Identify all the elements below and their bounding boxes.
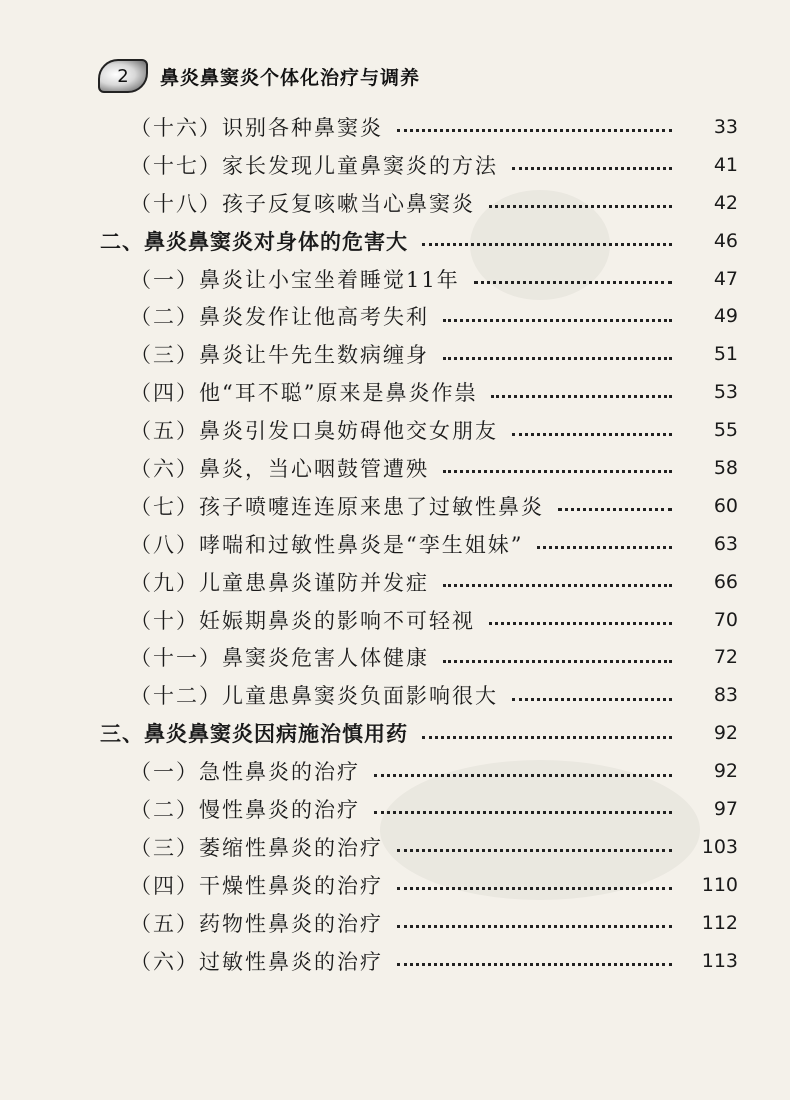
toc-section-entry[interactable]	[0, 676, 790, 714]
toc-entry-title: （八）哮喘和过敏性鼻炎是“孪生姐妹”	[130, 532, 524, 557]
dot-leader	[443, 660, 672, 663]
running-header	[98, 56, 420, 96]
toc-entry-title: （十一）鼻窦炎危害人体健康	[130, 646, 429, 671]
toc-entry-title: （四）他“耳不聪”原来是鼻炎作祟	[130, 381, 478, 406]
toc-page-number: 51	[713, 343, 738, 366]
toc-page-number: 97	[713, 797, 738, 820]
page-number: 2	[117, 65, 129, 87]
toc-entry-title: （十二）儿童患鼻窦炎负面影响很大	[130, 684, 498, 709]
toc-section-entry[interactable]	[0, 146, 790, 184]
toc-entry-title: （十八）孩子反复咳嗽当心鼻窦炎	[130, 191, 475, 216]
toc-section-entry[interactable]	[0, 942, 790, 980]
dot-leader	[491, 395, 672, 398]
toc-page-number: 53	[713, 381, 738, 404]
dot-leader	[474, 281, 672, 284]
toc-section-entry[interactable]	[0, 297, 790, 335]
toc-page-number: 63	[713, 532, 738, 555]
dot-leader	[443, 357, 672, 360]
toc-entry-title: （三）萎缩性鼻炎的治疗	[130, 835, 383, 860]
toc-section-entry[interactable]	[0, 411, 790, 449]
toc-page-number: 103	[701, 835, 738, 858]
toc-page-number: 33	[713, 115, 738, 138]
dot-leader	[374, 774, 672, 777]
toc-entry-title: （七）孩子喷嚏连连原来患了过敏性鼻炎	[130, 494, 544, 519]
toc-page-number: 110	[701, 873, 738, 896]
toc-section-entry[interactable]	[0, 638, 790, 676]
toc-section-entry[interactable]	[0, 601, 790, 639]
toc-entry-title: （五）鼻炎引发口臭妨碍他交女朋友	[130, 419, 498, 444]
table-of-contents	[0, 108, 790, 979]
dot-leader	[443, 584, 672, 587]
toc-section-entry[interactable]	[0, 790, 790, 828]
dot-leader	[397, 849, 672, 852]
dot-leader	[397, 963, 672, 966]
dot-leader	[512, 433, 672, 436]
toc-chapter-entry[interactable]	[0, 222, 790, 260]
dot-leader	[558, 508, 672, 511]
book-title: 鼻炎鼻窦炎个体化治疗与调养	[160, 66, 421, 89]
toc-entry-title: （四）干燥性鼻炎的治疗	[130, 873, 383, 898]
dot-leader	[443, 470, 672, 473]
toc-entry-title: （六）鼻炎，当心咽鼓管遭殃	[130, 456, 429, 481]
toc-entry-title: （十七）家长发现儿童鼻窦炎的方法	[130, 153, 498, 178]
toc-section-entry[interactable]	[0, 525, 790, 563]
toc-section-entry[interactable]	[0, 449, 790, 487]
toc-page-number: 60	[713, 494, 738, 517]
toc-page-number: 49	[713, 305, 738, 328]
dot-leader	[422, 736, 672, 739]
dot-leader	[537, 546, 672, 549]
toc-section-entry[interactable]	[0, 335, 790, 373]
toc-section-entry[interactable]	[0, 373, 790, 411]
dot-leader	[512, 167, 672, 170]
dot-leader	[489, 622, 672, 625]
toc-entry-title: （三）鼻炎让牛先生数病缠身	[130, 343, 429, 368]
toc-entry-title: （一）鼻炎让小宝坐着睡觉11年	[130, 267, 460, 292]
toc-section-entry[interactable]	[0, 828, 790, 866]
toc-page-number: 66	[713, 570, 738, 593]
page-number-badge	[98, 59, 148, 93]
toc-entry-title: （二）慢性鼻炎的治疗	[130, 797, 360, 822]
toc-page-number: 70	[713, 608, 738, 631]
dot-leader	[397, 887, 672, 890]
toc-entry-title: （十六）识别各种鼻窦炎	[130, 115, 383, 140]
toc-section-entry[interactable]	[0, 904, 790, 942]
toc-page-number: 46	[713, 229, 738, 252]
dot-leader	[422, 243, 672, 246]
dot-leader	[397, 129, 672, 132]
toc-entry-title: （九）儿童患鼻炎谨防并发症	[130, 570, 429, 595]
toc-entry-title: （十）妊娠期鼻炎的影响不可轻视	[130, 608, 475, 633]
toc-entry-title: （一）急性鼻炎的治疗	[130, 760, 360, 785]
toc-section-entry[interactable]	[0, 260, 790, 298]
toc-page-number: 112	[701, 911, 738, 934]
toc-section-entry[interactable]	[0, 487, 790, 525]
toc-page-number: 58	[713, 456, 738, 479]
toc-chapter-entry[interactable]	[0, 714, 790, 752]
toc-page-number: 41	[713, 153, 738, 176]
toc-page-number: 72	[713, 646, 738, 669]
toc-entry-title: （五）药物性鼻炎的治疗	[130, 911, 383, 936]
toc-page-number: 42	[713, 191, 738, 214]
dot-leader	[512, 698, 672, 701]
toc-page-number: 83	[713, 684, 738, 707]
toc-entry-title: （六）过敏性鼻炎的治疗	[130, 949, 383, 974]
toc-section-entry[interactable]	[0, 866, 790, 904]
toc-page-number: 92	[713, 722, 738, 745]
toc-section-entry[interactable]	[0, 752, 790, 790]
toc-section-entry[interactable]	[0, 184, 790, 222]
dot-leader	[443, 319, 672, 322]
toc-entry-title: （二）鼻炎发作让他高考失利	[130, 305, 429, 330]
toc-page-number: 92	[713, 760, 738, 783]
toc-page-number: 55	[713, 419, 738, 442]
toc-page-number: 47	[713, 267, 738, 290]
toc-entry-title: 三、鼻炎鼻窦炎因病施治慎用药	[100, 722, 408, 747]
dot-leader	[489, 205, 672, 208]
dot-leader	[374, 811, 672, 814]
toc-section-entry[interactable]	[0, 563, 790, 601]
toc-section-entry[interactable]	[0, 108, 790, 146]
toc-page-number: 113	[701, 949, 738, 972]
dot-leader	[397, 925, 672, 928]
toc-entry-title: 二、鼻炎鼻窦炎对身体的危害大	[100, 229, 408, 254]
